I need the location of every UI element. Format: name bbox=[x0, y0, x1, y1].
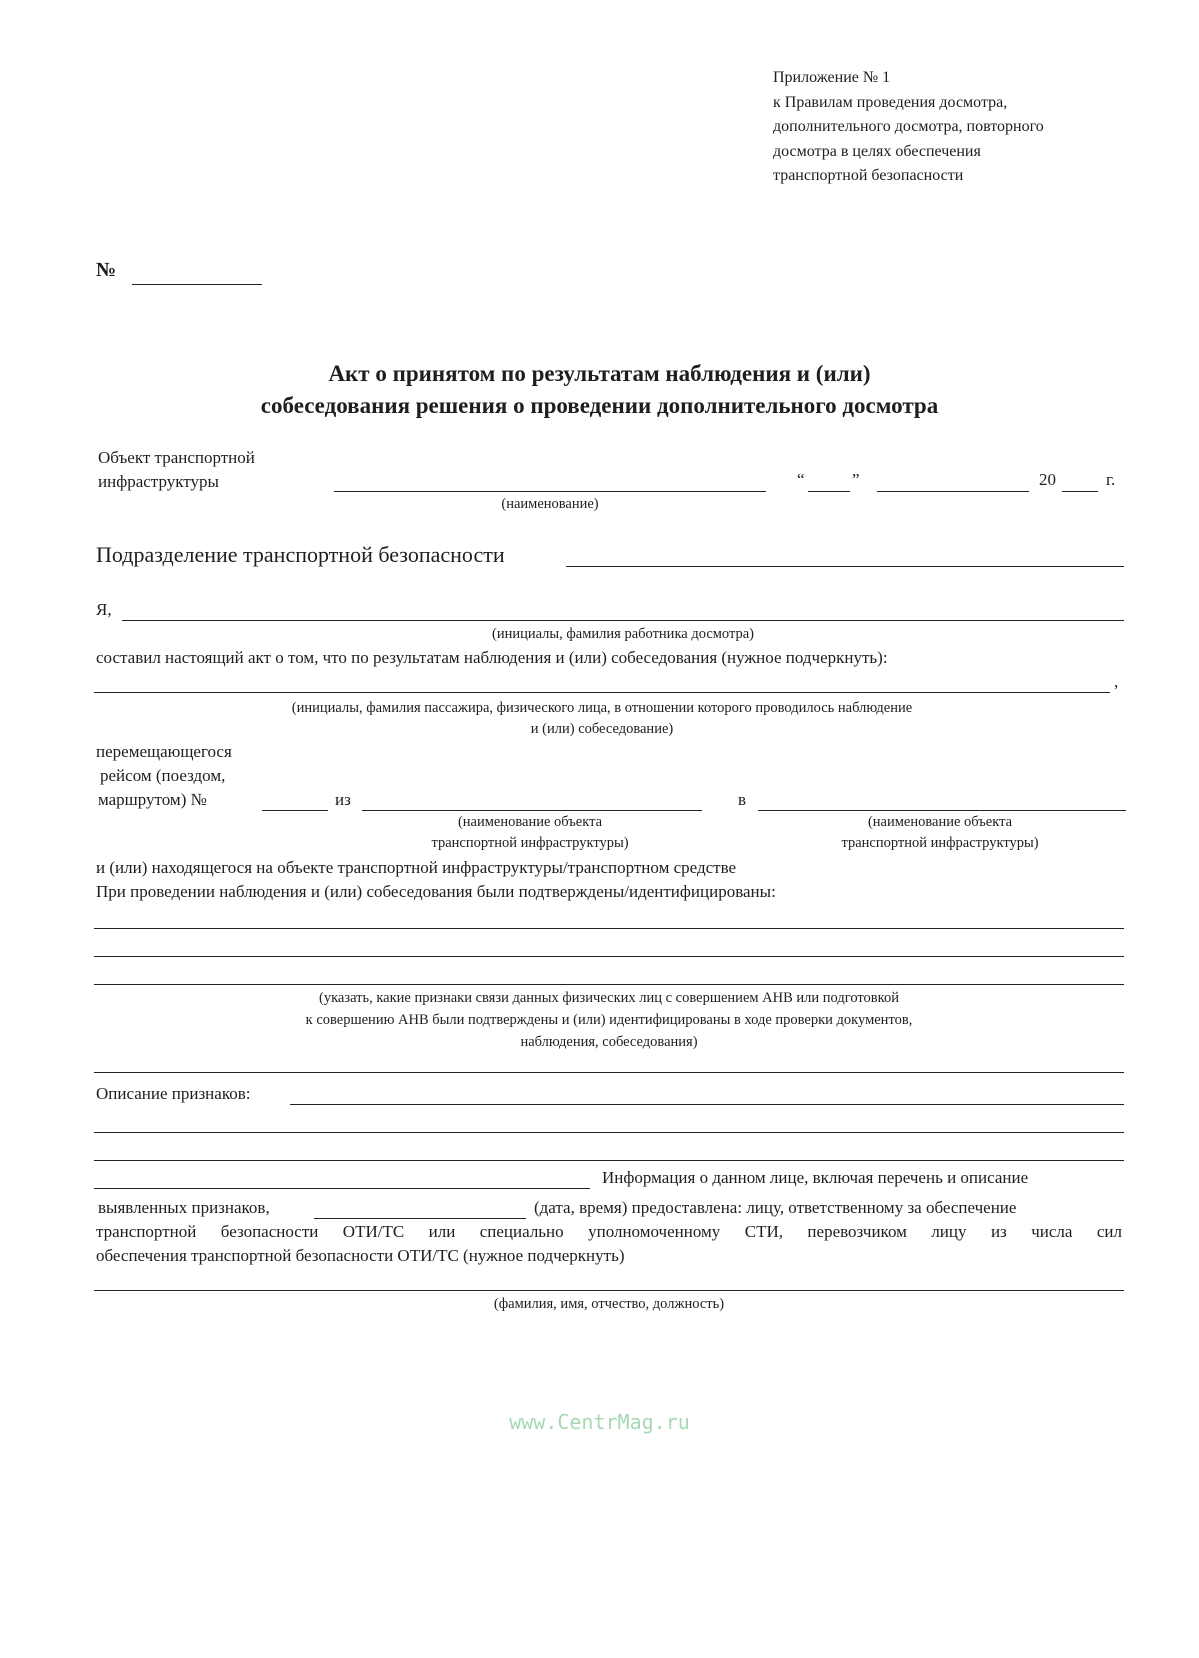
object-label-line1: Объект транспортной bbox=[98, 448, 255, 467]
object-name-hint: (наименование) bbox=[501, 496, 599, 512]
info-text-part2: выявленных признаков, bbox=[98, 1198, 270, 1217]
info-datetime-field[interactable] bbox=[314, 1218, 526, 1219]
info-text-part1: Информация о данном лице, включая перечень и описание bbox=[602, 1168, 1029, 1187]
signs-hint-line1: (указать, какие признаки связи данных физических лиц с совершением АНВ или подготовкой bbox=[319, 990, 899, 1006]
to-object-hint-line2: транспортной инфраструктуры) bbox=[841, 835, 1039, 851]
i-label: Я, bbox=[96, 600, 112, 619]
from-object-hint-line1: (наименование объекта bbox=[457, 814, 603, 830]
signs-field-line[interactable] bbox=[94, 956, 1124, 957]
passenger-trailing-comma: , bbox=[1114, 672, 1119, 691]
description-field-line[interactable] bbox=[290, 1104, 1124, 1105]
route-number-field[interactable] bbox=[262, 810, 328, 811]
description-field-line[interactable] bbox=[94, 1132, 1124, 1133]
passenger-name-field[interactable] bbox=[94, 692, 1110, 693]
subdivision-label: Подразделение транспортной безопасности bbox=[96, 542, 505, 567]
composed-text: составил настоящий акт о том, что по результатам наблюдения и (или) собеседования (нужное подчеркнуть): bbox=[96, 648, 888, 667]
route-label-line3: маршрутом) № bbox=[98, 790, 207, 809]
info-text-line4: обеспечения транспортной безопасности ОТИ/ТС (нужное подчеркнуть) bbox=[96, 1246, 625, 1265]
signs-field-line[interactable] bbox=[94, 984, 1124, 985]
date-month-field[interactable] bbox=[877, 491, 1029, 492]
date-day-field[interactable] bbox=[808, 491, 850, 492]
info-field-line[interactable] bbox=[94, 1188, 590, 1189]
info-text-part3: (дата, время) предоставлена: лицу, ответственному за обеспечение bbox=[534, 1198, 1017, 1217]
from-object-hint-line2: транспортной инфраструктуры) bbox=[431, 835, 629, 851]
located-text: и (или) находящегося на объекте транспортной инфраструктуры/транспортном средстве bbox=[96, 858, 737, 877]
signature-field[interactable] bbox=[94, 1290, 1124, 1291]
subdivision-field[interactable] bbox=[566, 566, 1124, 567]
passenger-hint-line2: и (или) собеседование) bbox=[530, 721, 674, 737]
signature-hint: (фамилия, имя, отчество, должность) bbox=[493, 1296, 725, 1312]
passenger-hint-line1: (инициалы, фамилия пассажира, физического лица, в отношении которого проводилось наблюдение bbox=[291, 700, 913, 716]
object-label-line2: инфраструктуры bbox=[98, 472, 219, 491]
from-object-field[interactable] bbox=[362, 810, 702, 811]
description-field-line[interactable] bbox=[94, 1160, 1124, 1161]
to-object-field[interactable] bbox=[758, 810, 1126, 811]
route-label-line2: рейсом (поездом, bbox=[100, 766, 226, 785]
appendix-line: к Правилам проведения досмотра, bbox=[773, 93, 1008, 111]
appendix-line: Приложение № 1 bbox=[773, 69, 891, 86]
to-object-hint-line1: (наименование объекта bbox=[867, 814, 1013, 830]
description-field-line[interactable] bbox=[94, 1072, 1124, 1073]
route-label-line1: перемещающегося bbox=[96, 742, 232, 761]
appendix-block bbox=[773, 66, 1044, 189]
appendix-line: досмотра в целях обеспечения bbox=[773, 142, 981, 160]
document-title-line1: Акт о принятом по результатам наблюдения и (или) bbox=[328, 361, 871, 386]
year-prefix: 20 bbox=[1039, 470, 1056, 489]
inspector-name-hint: (инициалы, фамилия работника досмотра) bbox=[491, 626, 755, 642]
info-text-line3: транспортной безопасности ОТИ/ТС или специально уполномоченному СТИ, перевозчиком лицу из числа сил bbox=[96, 1222, 1122, 1241]
date-year-field[interactable] bbox=[1062, 491, 1098, 492]
signs-hint-line2: к совершению АНВ были подтверждены и (или) идентифицированы в ходе проверки документов, bbox=[305, 1012, 913, 1028]
appendix-line: дополнительного досмотра, повторного bbox=[773, 118, 1044, 135]
description-label: Описание признаков: bbox=[96, 1084, 251, 1103]
signs-hint-line3: наблюдения, собеседования) bbox=[520, 1034, 698, 1050]
number-label: № bbox=[96, 259, 117, 281]
year-suffix: г. bbox=[1106, 470, 1116, 489]
to-label: в bbox=[738, 790, 747, 809]
appendix-line: транспортной безопасности bbox=[773, 167, 964, 184]
document-title-line2: собеседования решения о проведении дополнительного досмотра bbox=[260, 393, 939, 418]
date-quote-close: ” bbox=[852, 470, 860, 489]
confirmed-text: При проведении наблюдения и (или) собеседования были подтверждены/идентифицированы: bbox=[96, 882, 776, 901]
watermark: www.CentrMag.ru bbox=[509, 1410, 690, 1434]
object-name-field[interactable] bbox=[334, 491, 766, 492]
number-field[interactable] bbox=[132, 284, 262, 285]
signs-field-line[interactable] bbox=[94, 928, 1124, 929]
date-quote-open: “ bbox=[797, 470, 805, 489]
inspector-name-field[interactable] bbox=[122, 620, 1124, 621]
from-label: из bbox=[335, 790, 351, 809]
